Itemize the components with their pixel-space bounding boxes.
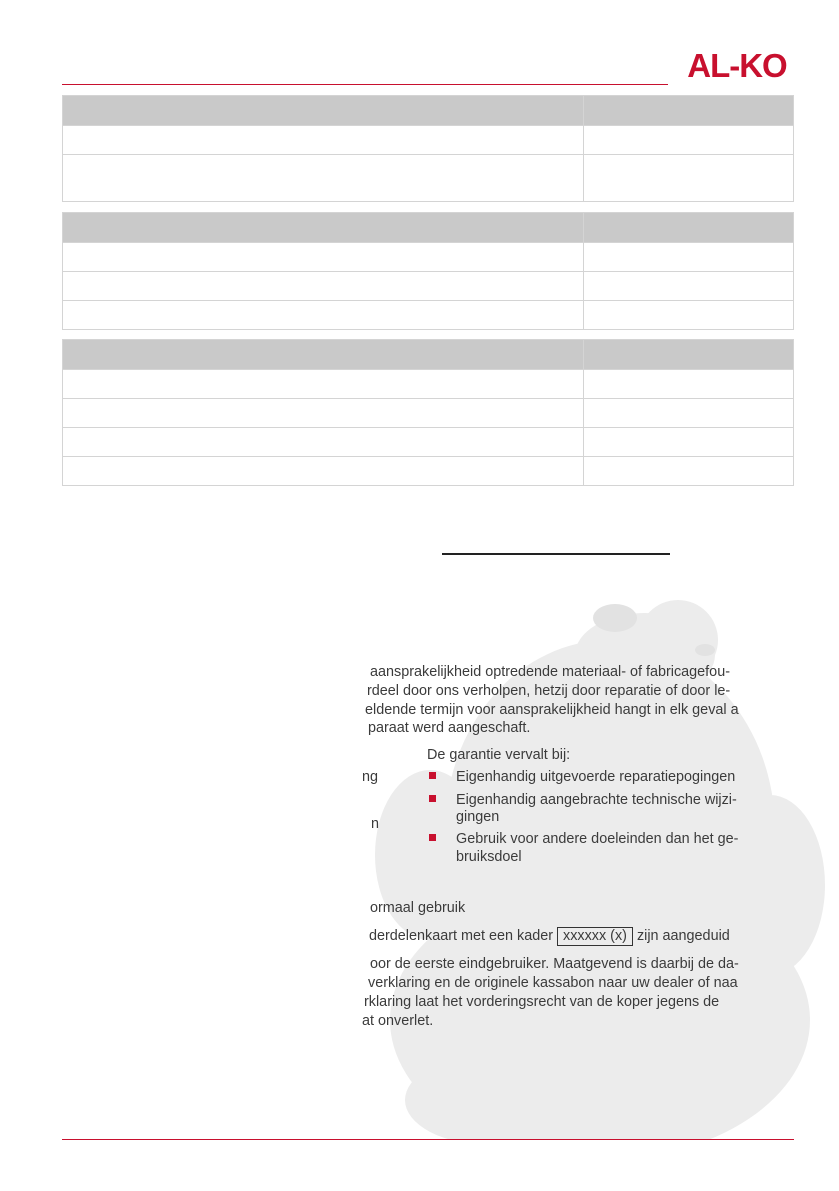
warranty-line-3: eldende termijn voor aansprakelijkheid hangt in elk geval a: [365, 702, 739, 718]
table-row: [63, 398, 793, 427]
table-2: [62, 212, 794, 330]
table-row: [63, 369, 793, 398]
logo-text: AL-KO: [687, 48, 787, 82]
table-1: [62, 95, 794, 202]
left-fragment-2: n: [371, 816, 380, 832]
table-row: [63, 300, 793, 329]
void-heading: De garantie vervalt bij:: [427, 747, 571, 763]
warranty-line-4: paraat werd aangeschaft.: [368, 720, 531, 736]
footer-rule: [62, 1139, 794, 1140]
void-item-3: Gebruik voor andere doeleinden dan het ge-: [456, 831, 739, 847]
bullet-icon: [429, 834, 436, 841]
warranty-line-1: aansprakelijkheid optredende materiaal- of fabricagefou-: [370, 664, 730, 680]
bullet-icon: [429, 772, 436, 779]
table-row: [63, 242, 793, 271]
parts-prefix: derdelenkaart met een kader: [369, 928, 553, 944]
table-row: [63, 456, 793, 485]
end-line-1: oor de eerste eindgebruiker. Maatgevend is daarbij de da-: [370, 956, 739, 972]
normal-use-text: ormaal gebruik: [370, 900, 466, 916]
table-row: [63, 125, 793, 154]
end-line-3: rklaring laat het vorderingsrecht van de koper jegens de: [364, 994, 720, 1010]
header-rule: [62, 84, 668, 85]
parts-line: [369, 926, 730, 946]
table-header-row: [63, 96, 793, 125]
table-row: [63, 427, 793, 456]
table-row: [63, 271, 793, 300]
end-line-4: at onverlet.: [362, 1013, 434, 1029]
signature-line: [442, 553, 670, 555]
table-3: [62, 339, 794, 486]
table-header-row: [63, 213, 793, 242]
void-item-1: Eigenhandig uitgevoerde reparatiepogingen: [456, 769, 736, 785]
parts-suffix: zijn aangeduid: [636, 928, 730, 944]
table-header-row: [63, 340, 793, 369]
table-row: [63, 154, 793, 201]
left-fragment-1: ng: [362, 769, 379, 785]
void-item-2: Eigenhandig aangebrachte technische wijzi-: [456, 792, 737, 808]
warranty-line-2: rdeel door ons verholpen, hetzij door reparatie of door le-: [367, 683, 731, 699]
alko-logo: [679, 48, 795, 82]
parts-code-box: xxxxxx (x): [557, 927, 633, 946]
end-line-2: verklaring en de originele kassabon naar uw dealer of naa: [368, 975, 738, 991]
void-item-3-cont: bruiksdoel: [456, 849, 522, 865]
void-item-2-cont: gingen: [456, 809, 500, 825]
bullet-icon: [429, 795, 436, 802]
